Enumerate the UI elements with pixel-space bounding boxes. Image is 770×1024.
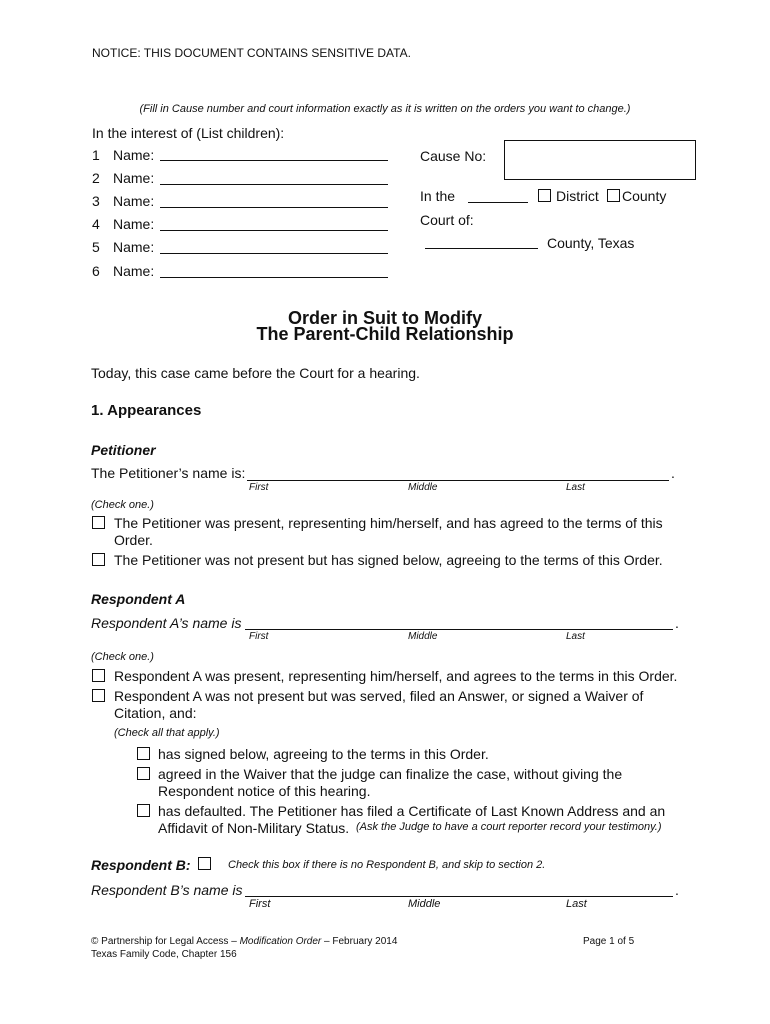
child-name-field[interactable] [160, 184, 388, 185]
petitioner-present-text-1: The Petitioner was present, representing him/herself, and has agreed to the terms of this [114, 515, 663, 531]
child-name-label: Name: [113, 239, 155, 255]
intro-text: Today, this case came before the Court for a hearing. [91, 365, 420, 381]
last-caption: Last [566, 898, 587, 910]
interest-of-label: In the interest of (List children): [92, 125, 285, 141]
waiver-text-1: agreed in the Waiver that the judge can finalize the case, without giving the [158, 766, 623, 782]
respondent-a-name-end: . [675, 615, 679, 631]
respondent-a-not-present-text-2: Citation, and: [114, 705, 197, 721]
waiver-text-2: Respondent notice of this hearing. [158, 783, 371, 799]
footer-code: Texas Family Code, Chapter 156 [91, 949, 237, 960]
last-caption: Last [566, 631, 585, 642]
child-name-field[interactable] [160, 207, 388, 208]
respondent-b-skip-note: Check this box if there is no Respondent B, and skip to section 2. [228, 859, 546, 871]
child-number: 2 [92, 170, 100, 186]
petitioner-present-checkbox[interactable] [92, 516, 105, 529]
child-number: 5 [92, 239, 100, 255]
child-name-label: Name: [113, 216, 155, 232]
petitioner-present-text-2: Order. [114, 532, 153, 548]
child-number: 1 [92, 147, 100, 163]
child-number: 6 [92, 263, 100, 279]
county-checkbox[interactable] [607, 189, 620, 202]
middle-caption: Middle [408, 482, 438, 493]
petitioner-name-end: . [671, 465, 675, 481]
court-number-field[interactable] [468, 202, 528, 203]
respondent-a-name-field[interactable] [245, 629, 673, 630]
no-respondent-b-checkbox[interactable] [198, 857, 211, 870]
child-number: 3 [92, 193, 100, 209]
court-of-label: Court of: [420, 212, 474, 228]
middle-caption: Middle [408, 898, 441, 910]
in-the-label: In the [420, 188, 456, 204]
county-texas-label: County, Texas [547, 235, 635, 251]
petitioner-heading: Petitioner [91, 442, 156, 458]
child-name-label: Name: [113, 193, 155, 209]
sensitive-data-notice: NOTICE: THIS DOCUMENT CONTAINS SENSITIVE DATA. [92, 46, 411, 60]
cause-no-label: Cause No: [420, 148, 487, 164]
footer-date: – February 2014 [324, 936, 398, 947]
court-reporter-note: (Ask the Judge to have a court reporter record your testimony.) [356, 821, 662, 833]
district-label: District [556, 188, 599, 204]
defaulted-text-2: Affidavit of Non-Military Status. [158, 820, 350, 836]
child-name-label: Name: [113, 263, 155, 279]
respondent-a-check-one: (Check one.) [91, 651, 154, 663]
first-caption: First [249, 898, 271, 910]
respondent-a-not-present-text-1: Respondent A was not present but was served, filed an Answer, or signed a Waiver of [114, 688, 644, 704]
signed-below-checkbox[interactable] [137, 747, 150, 760]
petitioner-not-present-checkbox[interactable] [92, 553, 105, 566]
first-caption: First [249, 482, 269, 493]
respondent-b-name-label: Respondent B’s name is [91, 882, 243, 898]
first-caption: First [249, 631, 269, 642]
petitioner-check-one: (Check one.) [91, 499, 154, 511]
respondent-a-present-checkbox[interactable] [92, 669, 105, 682]
child-name-field[interactable] [160, 160, 388, 161]
footer-form-name: Modification Order [239, 936, 322, 947]
fill-in-instruction: (Fill in Cause number and court information exactly as it is written on the orders you want to change.) [139, 103, 631, 115]
page-number: Page 1 of 5 [583, 936, 635, 947]
child-number: 4 [92, 216, 100, 232]
respondent-b-name-end: . [675, 882, 679, 898]
respondent-a-not-present-checkbox[interactable] [92, 689, 105, 702]
document-title-line-1: Order in Suit to Modify [288, 308, 482, 328]
check-all-instruction: (Check all that apply.) [114, 727, 220, 739]
last-caption: Last [566, 482, 585, 493]
respondent-a-present-text: Respondent A was present, representing him/herself, and agrees to the terms in this Order. [114, 668, 678, 684]
footer-credit [91, 936, 397, 947]
petitioner-name-label: The Petitioner’s name is: [91, 465, 246, 481]
waiver-checkbox[interactable] [137, 767, 150, 780]
section-1-heading: 1. Appearances [91, 402, 202, 419]
document-title-line-2: The Parent-Child Relationship [256, 324, 514, 344]
child-name-label: Name: [113, 147, 155, 163]
district-checkbox[interactable] [538, 189, 551, 202]
child-name-field[interactable] [160, 230, 388, 231]
defaulted-text-1: has defaulted. The Petitioner has filed a Certificate of Last Known Address and an [158, 803, 666, 819]
cause-number-field[interactable] [504, 140, 696, 180]
respondent-a-heading: Respondent A [91, 591, 186, 607]
signed-below-text: has signed below, agreeing to the terms in this Order. [158, 746, 489, 762]
petitioner-not-present-text: The Petitioner was not present but has signed below, agreeing to the terms of this Order. [114, 552, 663, 568]
respondent-a-name-label: Respondent A’s name is [91, 615, 242, 631]
footer-copyright: © Partnership for Legal Access – [91, 936, 237, 947]
child-name-field[interactable] [160, 277, 388, 278]
petitioner-name-field[interactable] [247, 480, 669, 481]
defaulted-checkbox[interactable] [137, 804, 150, 817]
respondent-b-name-field[interactable] [245, 896, 673, 897]
child-name-field[interactable] [160, 253, 388, 254]
child-name-label: Name: [113, 170, 155, 186]
respondent-b-heading: Respondent B: [91, 857, 191, 873]
middle-caption: Middle [408, 631, 438, 642]
county-label: County [622, 188, 667, 204]
county-name-field[interactable] [425, 248, 538, 249]
